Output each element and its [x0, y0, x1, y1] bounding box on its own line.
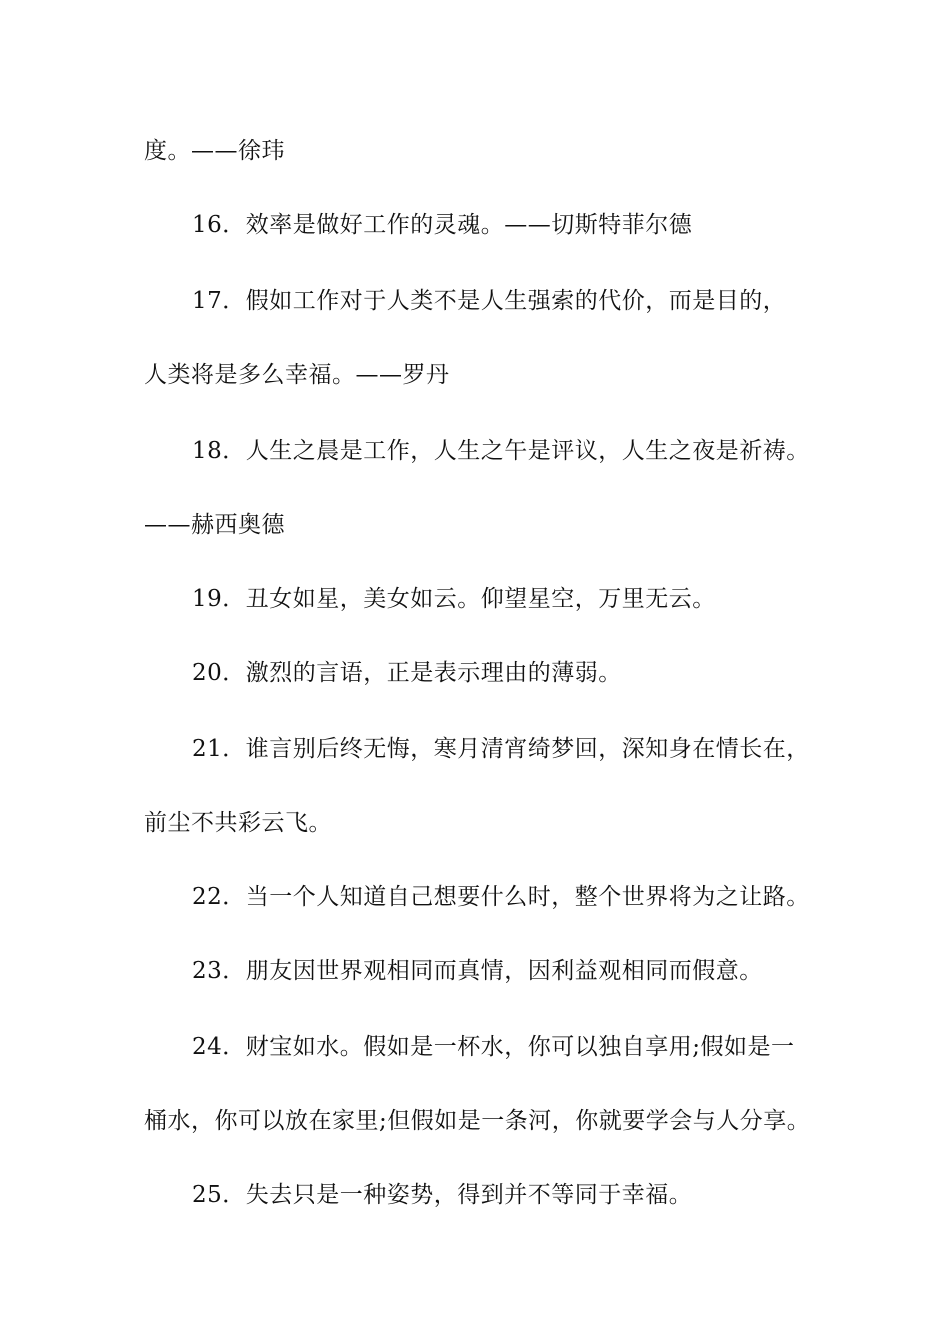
- quote-17-continuation: 人类将是多么幸福。——罗丹: [144, 362, 450, 388]
- quote-23: 23．朋友因世界观相同而真情，因利益观相同而假意。: [192, 958, 763, 984]
- quote-16: 16．效率是做好工作的灵魂。——切斯特菲尔德: [192, 212, 693, 238]
- quote-21: 21．谁言别后终无悔，寒月清宵绮梦回，深知身在情长在，: [192, 736, 810, 762]
- quote-19: 19．丑女如星，美女如云。仰望星空，万里无云。: [192, 586, 716, 612]
- quote-18: 18．人生之晨是工作，人生之午是评议，人生之夜是祈祷。: [192, 438, 810, 464]
- quote-20: 20．激烈的言语，正是表示理由的薄弱。: [192, 660, 622, 686]
- quote-21-continuation: 前尘不共彩云飞。: [144, 810, 332, 836]
- quote-17: 17．假如工作对于人类不是人生强索的代价，而是目的，: [192, 288, 787, 314]
- quote-18-continuation: ——赫西奥德: [144, 512, 285, 538]
- quote-22: 22．当一个人知道自己想要什么时，整个世界将为之让路。: [192, 884, 810, 910]
- quote-24: 24．财宝如水。假如是一杯水，你可以独自享用;假如是一: [192, 1034, 795, 1060]
- quote-25: 25．失去只是一种姿势，得到并不等同于幸福。: [192, 1182, 693, 1208]
- quote-24-continuation: 桶水，你可以放在家里;但假如是一条河，你就要学会与人分享。: [144, 1108, 811, 1134]
- text-line-continuation: 度。——徐玮: [144, 138, 285, 164]
